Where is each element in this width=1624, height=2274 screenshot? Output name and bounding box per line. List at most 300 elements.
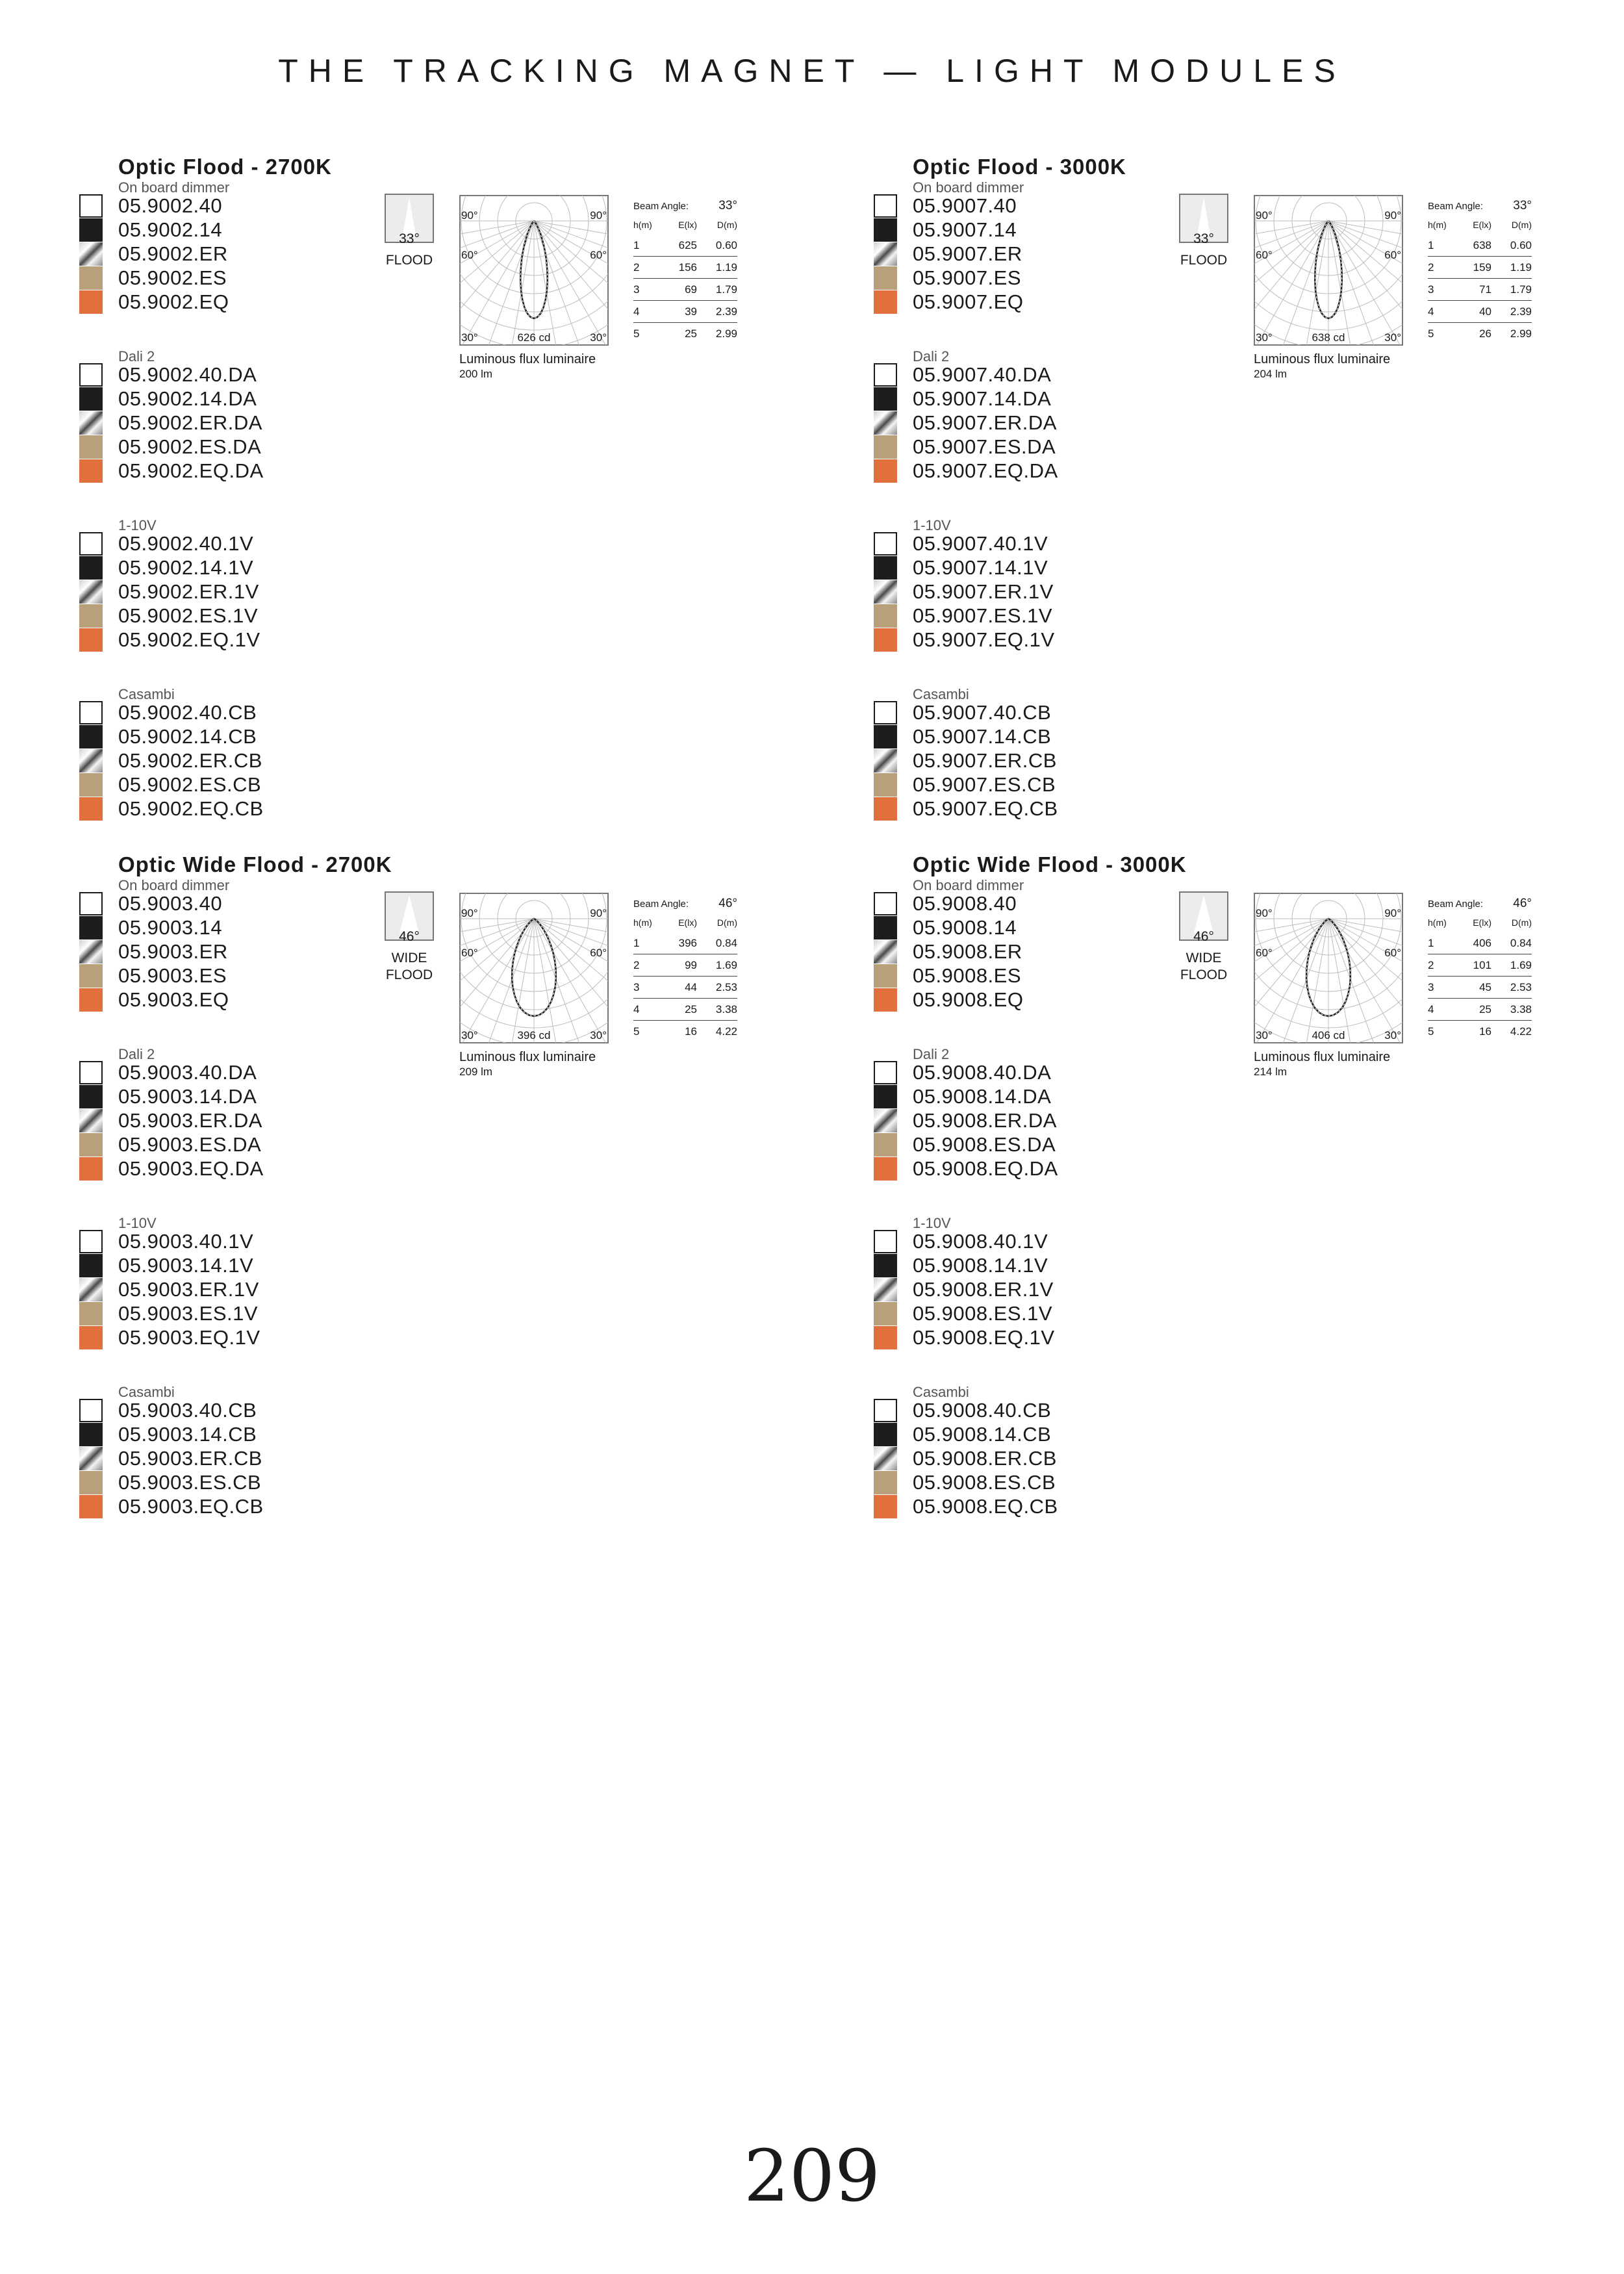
finish-swatch — [874, 797, 897, 821]
list-item — [874, 1229, 1055, 1253]
list-item — [79, 435, 264, 459]
product-code: 05.9007.ES — [913, 266, 1022, 289]
finish-swatch — [874, 1230, 897, 1253]
finish-swatch — [874, 1326, 897, 1349]
product-code: 05.9002.ES — [118, 266, 227, 289]
table-cell: 101 — [1473, 958, 1491, 971]
group-label: Dali 2 — [118, 1046, 155, 1062]
table-row — [633, 235, 737, 257]
table-cell: 4 — [1428, 305, 1434, 318]
list-item — [874, 266, 1023, 290]
product-code: 05.9007.EQ.1V — [913, 628, 1055, 651]
list-item — [79, 580, 260, 604]
list-item — [874, 290, 1023, 314]
list-item — [874, 1277, 1055, 1301]
code-list — [874, 194, 1023, 314]
finish-swatch — [79, 1061, 103, 1084]
polar-diagram — [459, 195, 609, 346]
product-code: 05.9003.EQ.1V — [118, 1325, 260, 1349]
code-list — [79, 1060, 264, 1181]
finish-swatch — [79, 1423, 103, 1446]
product-section — [874, 852, 1614, 1554]
group-label: Casambi — [118, 686, 175, 702]
product-code: 05.9003.14.1V — [118, 1253, 254, 1277]
product-code: 05.9007.EQ.DA — [913, 459, 1058, 482]
product-code: 05.9003.ER.DA — [118, 1108, 262, 1132]
table-cell: 3 — [1428, 980, 1434, 993]
list-item — [874, 1132, 1058, 1156]
table-cell: 16 — [1479, 1025, 1491, 1038]
list-item — [79, 1156, 264, 1181]
list-item — [79, 242, 229, 266]
finish-swatch — [79, 604, 103, 628]
list-item — [874, 435, 1058, 459]
finish-swatch — [79, 1230, 103, 1253]
table-row — [1428, 279, 1532, 301]
table-row — [1428, 235, 1532, 257]
polar-label-60-right: 60° — [1384, 947, 1401, 959]
finish-swatch — [874, 580, 897, 604]
polar-label-60-right: 60° — [590, 947, 607, 959]
luminous-flux-caption: Luminous flux luminaire — [1254, 352, 1391, 366]
product-code: 05.9008.EQ.DA — [913, 1156, 1058, 1180]
list-item — [874, 1470, 1058, 1494]
beam-angle-value: 46° — [718, 897, 737, 910]
table-cell: 69 — [685, 283, 697, 296]
code-list — [874, 1398, 1058, 1518]
product-code: 05.9008.ES.CB — [913, 1470, 1056, 1494]
polar-label-90-right: 90° — [1384, 907, 1401, 919]
table-cell: 5 — [1428, 327, 1434, 340]
polar-label-90-left: 90° — [1256, 907, 1273, 919]
list-item — [79, 459, 264, 483]
polar-label-60-left: 60° — [1256, 947, 1273, 959]
group-label: 1-10V — [913, 1215, 951, 1231]
table-cell: 3 — [1428, 283, 1434, 296]
list-item — [79, 387, 264, 411]
list-item — [79, 218, 229, 242]
code-list — [874, 1060, 1058, 1181]
table-cell: 1.79 — [715, 283, 737, 296]
polar-label-60-left: 60° — [1256, 249, 1273, 261]
table-cell: 4 — [1428, 1003, 1434, 1016]
finish-swatch — [79, 773, 103, 797]
table-cell: 4 — [633, 305, 640, 318]
luminous-flux-value: 204 lm — [1254, 368, 1288, 380]
finish-swatch — [79, 580, 103, 604]
product-code: 05.9008.ES.1V — [913, 1301, 1053, 1325]
group-label: Casambi — [913, 686, 969, 702]
list-item — [874, 891, 1023, 915]
product-code: 05.9003.14 — [118, 915, 223, 939]
table-row — [1428, 1021, 1532, 1043]
table-cell: 16 — [685, 1025, 697, 1038]
luminous-flux-caption: Luminous flux luminaire — [459, 1050, 596, 1064]
list-item — [79, 411, 264, 435]
polar-label-90-left: 90° — [1256, 209, 1273, 222]
table-cell: 2 — [1428, 958, 1434, 971]
list-item — [874, 700, 1058, 724]
finish-swatch — [874, 1471, 897, 1494]
beam-angle-value: 33° — [1513, 199, 1532, 212]
beam-type-label: FLOOD — [1180, 253, 1228, 268]
group-label: Casambi — [913, 1384, 969, 1400]
page-title: THE TRACKING MAGNET — LIGHT MODULES — [278, 53, 1346, 89]
table-row — [1428, 999, 1532, 1021]
product-section — [79, 852, 820, 1554]
section-title: Optic Wide Flood - 3000K — [913, 852, 1187, 876]
product-code: 05.9007.ER — [913, 242, 1022, 265]
list-item — [79, 1494, 264, 1518]
finish-swatch — [874, 290, 897, 314]
list-item — [79, 1108, 264, 1132]
code-list — [874, 363, 1058, 483]
polar-label-30-left: 30° — [461, 1029, 478, 1041]
code-list — [874, 700, 1058, 821]
list-item — [874, 459, 1058, 483]
finish-swatch — [874, 1399, 897, 1422]
beam-angle-label: 46° — [399, 929, 420, 944]
list-item — [79, 1301, 260, 1325]
product-code: 05.9007.EQ.CB — [913, 797, 1058, 820]
product-code: 05.9008.14.DA — [913, 1084, 1052, 1108]
column-header: D(m) — [717, 917, 737, 928]
column-header: E(lx) — [678, 220, 697, 230]
table-row — [1428, 323, 1532, 345]
variant-group — [874, 1384, 1276, 1553]
list-item — [874, 1108, 1058, 1132]
polar-label-60-left: 60° — [461, 249, 478, 261]
list-item — [79, 363, 264, 387]
list-item — [874, 988, 1023, 1012]
polar-label-30-right: 30° — [590, 1029, 607, 1041]
page-number: 209 — [744, 2134, 880, 2217]
table-cell: 25 — [685, 327, 697, 340]
list-item — [874, 1446, 1058, 1470]
list-item — [874, 580, 1055, 604]
table-row — [633, 977, 737, 999]
finish-swatch — [79, 701, 103, 724]
list-item — [79, 290, 229, 314]
list-item — [79, 964, 229, 988]
finish-swatch — [79, 916, 103, 939]
group-label: Dali 2 — [913, 1046, 950, 1062]
finish-swatch — [874, 1109, 897, 1132]
luminous-flux-value: 209 lm — [459, 1066, 493, 1078]
finish-swatch — [874, 628, 897, 652]
table-cell: 4.22 — [715, 1025, 737, 1038]
product-code: 05.9008.14.CB — [913, 1422, 1052, 1446]
group-label: Dali 2 — [913, 348, 950, 364]
product-code: 05.9008.ER.1V — [913, 1277, 1054, 1301]
beam-type-label: FLOOD — [385, 253, 433, 268]
code-list — [79, 363, 264, 483]
finish-swatch — [79, 1254, 103, 1277]
column-header: h(m) — [1428, 917, 1447, 928]
code-list — [79, 891, 229, 1012]
table-cell: 1.69 — [715, 958, 737, 971]
finish-swatch — [79, 411, 103, 435]
product-code: 05.9002.EQ — [118, 290, 229, 313]
list-item — [79, 1470, 264, 1494]
finish-swatch — [874, 363, 897, 387]
code-list — [79, 700, 264, 821]
finish-swatch — [79, 435, 103, 459]
photometric-table — [633, 895, 737, 1043]
list-item — [874, 411, 1058, 435]
finish-swatch — [79, 363, 103, 387]
finish-swatch — [874, 940, 897, 964]
list-item — [79, 556, 260, 580]
product-code: 05.9008.40.CB — [913, 1398, 1052, 1422]
list-item — [79, 1422, 264, 1446]
code-list — [874, 1229, 1055, 1349]
list-item — [79, 1084, 264, 1108]
polar-peak-intensity: 638 cd — [1312, 331, 1345, 344]
table-row — [633, 932, 737, 954]
finish-swatch — [79, 459, 103, 483]
list-item — [874, 1325, 1055, 1349]
column-header: h(m) — [633, 917, 652, 928]
table-cell: 406 — [1473, 936, 1491, 949]
polar-label-60-right: 60° — [590, 249, 607, 261]
list-item — [874, 748, 1058, 773]
product-code: 05.9002.14.CB — [118, 724, 257, 748]
table-cell: 2 — [1428, 261, 1434, 274]
column-header: h(m) — [1428, 220, 1447, 230]
product-code: 05.9007.ER.CB — [913, 748, 1057, 772]
list-item — [79, 773, 264, 797]
finish-swatch — [874, 1157, 897, 1181]
table-cell: 0.84 — [1510, 936, 1532, 949]
table-cell: 3 — [633, 283, 640, 296]
list-item — [79, 1229, 260, 1253]
table-cell: 25 — [685, 1003, 697, 1016]
finish-swatch — [79, 892, 103, 915]
product-code: 05.9003.ES.CB — [118, 1470, 262, 1494]
product-code: 05.9003.EQ — [118, 988, 229, 1011]
variant-group — [79, 348, 482, 517]
photometric-table — [1428, 895, 1532, 1043]
table-header — [633, 215, 737, 235]
column-header: h(m) — [633, 220, 652, 230]
list-item — [79, 1325, 260, 1349]
table-header — [633, 913, 737, 932]
finish-swatch — [874, 749, 897, 773]
product-code: 05.9002.14.DA — [118, 387, 257, 410]
column-header: E(lx) — [1473, 917, 1491, 928]
polar-label-30-left: 30° — [461, 331, 478, 344]
table-row — [633, 954, 737, 977]
section-title: Optic Wide Flood - 2700K — [118, 852, 392, 876]
table-cell: 1.69 — [1510, 958, 1532, 971]
product-code: 05.9003.EQ.DA — [118, 1156, 264, 1180]
finish-swatch — [874, 194, 897, 218]
product-code: 05.9002.40 — [118, 194, 223, 217]
table-cell: 44 — [685, 980, 697, 993]
product-code: 05.9008.14 — [913, 915, 1017, 939]
beam-angle-header — [1428, 895, 1532, 913]
polar-diagram — [1254, 195, 1403, 346]
product-section — [79, 155, 820, 856]
finish-swatch — [874, 1447, 897, 1470]
product-code: 05.9007.ES.1V — [913, 604, 1053, 627]
product-code: 05.9003.ES.1V — [118, 1301, 259, 1325]
section-title: Optic Flood - 2700K — [118, 155, 332, 179]
product-code: 05.9007.ER.DA — [913, 411, 1057, 434]
table-row — [633, 257, 737, 279]
product-code: 05.9003.40.CB — [118, 1398, 257, 1422]
product-code: 05.9007.40.1V — [913, 531, 1048, 555]
table-cell: 1 — [1428, 238, 1434, 251]
list-item — [79, 1277, 260, 1301]
table-cell: 40 — [1479, 305, 1491, 318]
list-item — [79, 891, 229, 915]
group-label: On board dimmer — [118, 877, 230, 893]
product-code: 05.9007.EQ — [913, 290, 1024, 313]
finish-swatch — [79, 266, 103, 290]
table-header — [1428, 215, 1532, 235]
variant-group — [79, 1215, 482, 1384]
table-row — [1428, 954, 1532, 977]
variant-group — [874, 686, 1276, 855]
product-code: 05.9003.40.DA — [118, 1060, 257, 1084]
product-code: 05.9003.ER.1V — [118, 1277, 259, 1301]
variant-groups — [79, 179, 482, 855]
polar-label-30-right: 30° — [1384, 331, 1401, 344]
table-row — [1428, 257, 1532, 279]
polar-label-60-right: 60° — [1384, 249, 1401, 261]
list-item — [874, 915, 1023, 939]
variant-group — [79, 686, 482, 855]
finish-swatch — [79, 628, 103, 652]
list-item — [874, 1253, 1055, 1277]
table-cell: 5 — [633, 1025, 640, 1038]
table-cell: 4 — [633, 1003, 640, 1016]
table-cell: 159 — [1473, 261, 1491, 274]
code-list — [79, 1398, 264, 1518]
group-label: Dali 2 — [118, 348, 155, 364]
finish-swatch — [874, 892, 897, 915]
product-code: 05.9007.14.CB — [913, 724, 1052, 748]
list-item — [874, 604, 1055, 628]
finish-swatch — [874, 459, 897, 483]
polar-label-30-left: 30° — [1256, 1029, 1273, 1041]
polar-label-90-right: 90° — [590, 907, 607, 919]
list-item — [874, 218, 1023, 242]
list-item — [874, 1084, 1058, 1108]
table-cell: 3.38 — [715, 1003, 737, 1016]
product-code: 05.9008.ER — [913, 939, 1022, 963]
table-cell: 1 — [633, 238, 640, 251]
list-item — [874, 363, 1058, 387]
finish-swatch — [79, 242, 103, 266]
finish-swatch — [874, 1302, 897, 1325]
beam-angle-value: 46° — [1513, 897, 1532, 910]
polar-peak-intensity: 406 cd — [1312, 1029, 1345, 1041]
polar-label-90-left: 90° — [461, 907, 478, 919]
table-cell: 3.38 — [1510, 1003, 1532, 1016]
product-code: 05.9007.ER.1V — [913, 580, 1054, 603]
variant-group — [874, 348, 1276, 517]
product-code: 05.9002.14.1V — [118, 556, 254, 579]
table-cell: 1 — [1428, 936, 1434, 949]
column-header: D(m) — [1511, 220, 1532, 230]
product-code: 05.9007.40.CB — [913, 700, 1052, 724]
variant-groups — [874, 179, 1276, 855]
product-code: 05.9008.40 — [913, 891, 1017, 915]
finish-swatch — [79, 532, 103, 556]
table-cell: 26 — [1479, 327, 1491, 340]
table-cell: 2.53 — [715, 980, 737, 993]
finish-swatch — [79, 1133, 103, 1156]
finish-swatch — [874, 1061, 897, 1084]
group-label: On board dimmer — [913, 877, 1024, 893]
beam-type-label: WIDE — [1186, 951, 1222, 965]
table-cell: 1.79 — [1510, 283, 1532, 296]
variant-group — [874, 517, 1276, 686]
table-cell: 1.19 — [1510, 261, 1532, 274]
polar-label-30-right: 30° — [590, 331, 607, 344]
finish-swatch — [874, 435, 897, 459]
product-code: 05.9008.ER.CB — [913, 1446, 1057, 1470]
table-cell: 2.39 — [715, 305, 737, 318]
finish-swatch — [874, 387, 897, 411]
list-item — [79, 988, 229, 1012]
product-code: 05.9007.14.DA — [913, 387, 1052, 410]
beam-type-label: WIDE — [391, 951, 427, 965]
beam-angle-label: 33° — [1193, 231, 1214, 246]
polar-label-90-right: 90° — [1384, 209, 1401, 222]
finish-swatch — [874, 1278, 897, 1301]
polar-label-60-left: 60° — [461, 947, 478, 959]
beam-angle-title: Beam Angle: — [633, 898, 689, 910]
beam-angle-label: 33° — [399, 231, 420, 246]
list-item — [79, 700, 264, 724]
product-code: 05.9007.40.DA — [913, 363, 1052, 386]
product-code: 05.9003.ES.DA — [118, 1132, 262, 1156]
list-item — [874, 194, 1023, 218]
product-code: 05.9003.ER — [118, 939, 228, 963]
table-cell: 2.99 — [715, 327, 737, 340]
product-code: 05.9008.EQ.CB — [913, 1494, 1058, 1518]
product-code: 05.9007.ES.CB — [913, 773, 1056, 796]
polar-label-90-right: 90° — [590, 209, 607, 222]
group-label: Casambi — [118, 1384, 175, 1400]
polar-peak-intensity: 626 cd — [517, 331, 551, 344]
finish-swatch — [874, 532, 897, 556]
finish-swatch — [79, 964, 103, 988]
list-item — [79, 748, 264, 773]
polar-label-90-left: 90° — [461, 209, 478, 222]
product-code: 05.9008.EQ.1V — [913, 1325, 1055, 1349]
product-code: 05.9007.14 — [913, 218, 1017, 241]
product-code: 05.9002.14 — [118, 218, 223, 241]
finish-swatch — [874, 773, 897, 797]
table-cell: 39 — [685, 305, 697, 318]
finish-swatch — [874, 266, 897, 290]
product-code: 05.9002.ER.DA — [118, 411, 262, 434]
list-item — [79, 266, 229, 290]
product-code: 05.9007.40 — [913, 194, 1017, 217]
table-row — [1428, 301, 1532, 323]
list-item — [874, 797, 1058, 821]
list-item — [79, 724, 264, 748]
column-header: E(lx) — [1473, 220, 1491, 230]
product-code: 05.9008.40.1V — [913, 1229, 1048, 1253]
table-row — [633, 279, 737, 301]
product-code: 05.9003.EQ.CB — [118, 1494, 264, 1518]
